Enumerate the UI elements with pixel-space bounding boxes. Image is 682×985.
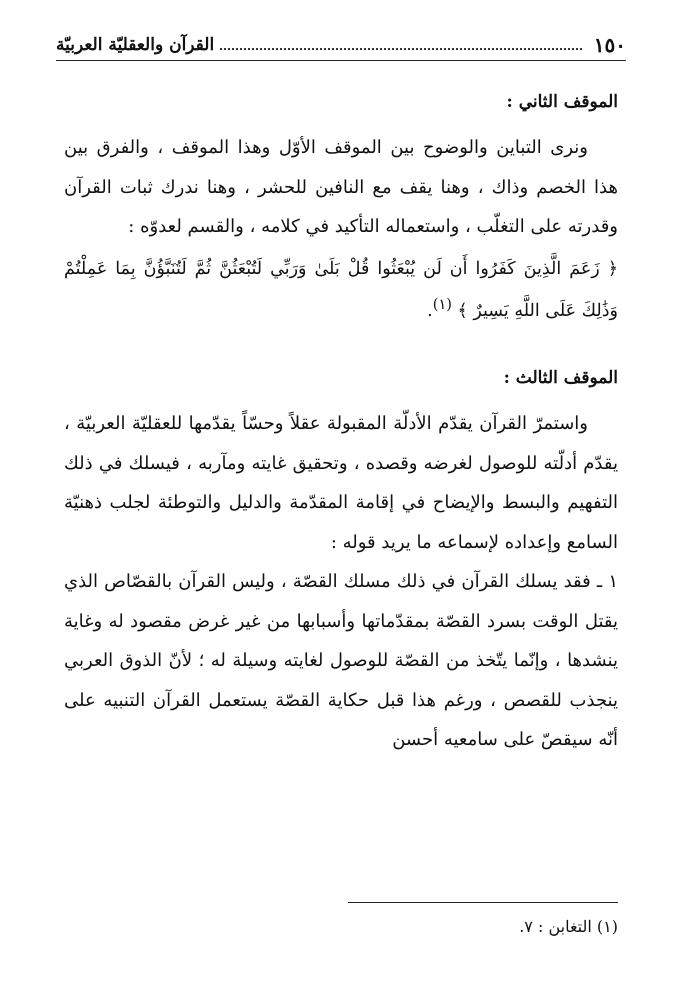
page-body (64, 86, 618, 760)
section-heading: الموقف الثاني : (506, 92, 618, 112)
verse-text: ﴿ زَعَمَ الَّذِينَ كَفَرُوا أَن لَن يُبْعَثُوا قُلْ بَلَىٰ وَرَبِّي لَتُبْعَثُنَّ ثُمَّ لَتُنَبَّؤُنَّ بِمَا عَمِلْتُمْ وَذَٰلِكَ عَلَى اللَّهِ يَسِيرٌ ﴾ (64, 258, 618, 321)
page-header (56, 30, 626, 61)
footnote: (١) التغابن : ٧. (519, 917, 618, 936)
numbered-point: ١ ـ فقد يسلك القرآن في ذلك مسلك القصّة ، وليس القرآن بالقصّاص الذي يقتل الوقت بسرد القصّة بمقدّماتها وأسبابها من غير غرض مقصود له وغاية ينشدها ، وإنّما يتّخذ من القصّة للوصول لغايته وسيلة له ؛ لأنّ الذوق العربي ينجذب للقصص ، ورغم هذا قبل حكاية القصّة يستعمل القرآن التنبيه على أنّه سيقصّ على سامعيه أحسن (64, 571, 618, 751)
footnote-marker: (١) (432, 295, 452, 313)
page-number: ١٥٠ (593, 33, 626, 57)
header-leader-dots (220, 48, 582, 50)
paragraph: واستمرّ القرآن يقدّم الأدلّة المقبولة عقلاً وحسّاً يقدّمها للعقليّة العربيّة ، يقدّم أدلّته للوصول لغرضه وقصده ، وتحقيق غايته ومآربه ، فيسلك في ذلك التفهيم والبسط والإيضاح في إقامة المقدّمة والدليل والتوطئة لجلب ذهنيّة السامع وإعداده لإسماعه ما يريد قوله : (64, 413, 618, 553)
paragraph: ونرى التباين والوضوح بين الموقف الأوّل وهذا الموقف ، والفرق بين هذا الخصم وذاك ، وهنا يقف مع النافين للحشر ، وهنا ندرك ثبات القرآن وقدرته على التغلّب ، واستعماله التأكيد في كلامه ، والقسم لعدوّه : (64, 137, 618, 237)
section-heading: الموقف الثالث : (503, 368, 618, 389)
running-title: القرآن والعقليّة العربيّة (56, 35, 215, 55)
quran-verse: ﴿ زَعَمَ الَّذِينَ كَفَرُوا أَن لَن يُبْعَثُوا قُلْ بَلَىٰ وَرَبِّي لَتُبْعَثُنَّ ثُمَّ لَتُنَبَّؤُنَّ بِمَا عَمِلْتُمْ وَذَٰلِكَ عَلَى اللَّهِ يَسِيرٌ ﴾ $^{(١)}$. (64, 258, 618, 321)
footnote-separator (348, 902, 618, 903)
